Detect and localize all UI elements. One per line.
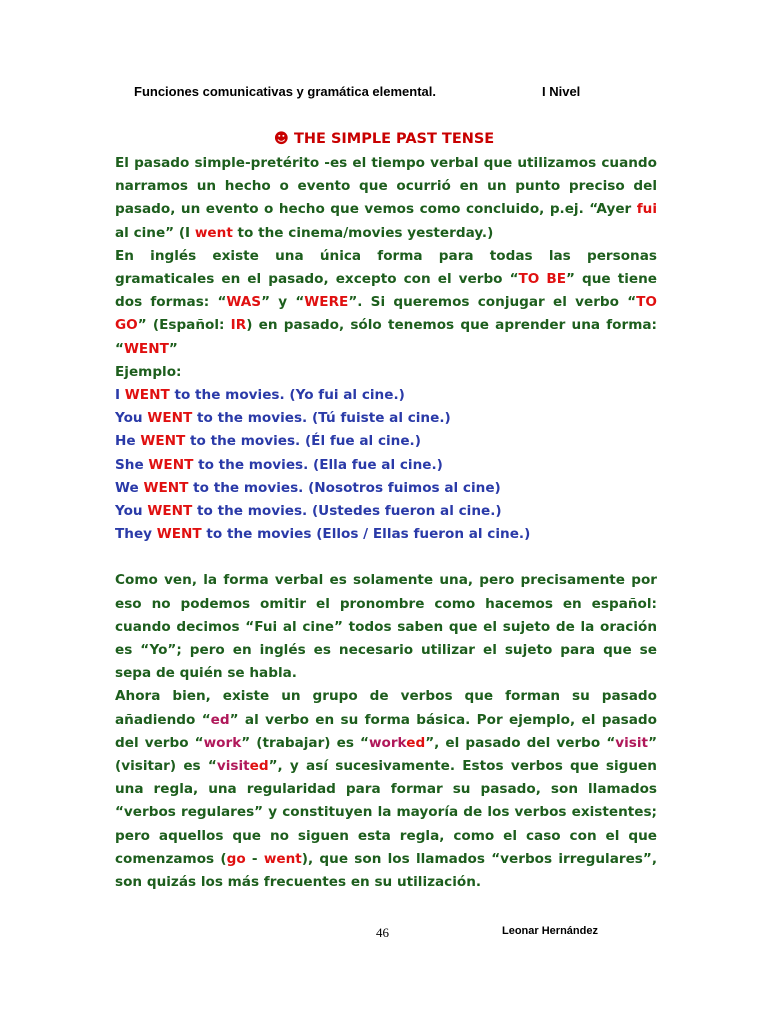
paragraph-intro [115, 152, 657, 245]
text-run: ” (trabajar) es “ [241, 734, 369, 751]
example-translation: to the movies. (Tú fuiste al cine.) [192, 410, 451, 427]
highlight-suffix: ed [249, 758, 269, 775]
page-number: 46 [376, 925, 389, 940]
example-translation: to the movies. (Ustedes fueron al cine.) [192, 503, 502, 520]
highlight-word: fui [636, 201, 657, 218]
example-pronoun: He [115, 433, 141, 450]
text-run: En inglés existe una única forma para todas las personas gramaticales en el pasado, excepto con el verbo “ [115, 247, 657, 288]
example-translation: to the movies (Ellos / Ellas fueron al cine.) [201, 526, 531, 543]
highlight-word: visit [216, 758, 250, 775]
text-run: ) en pasado, sólo tenemos que aprender una forma: “ [115, 317, 657, 357]
highlight-word: WENT [123, 340, 169, 357]
text-run: ”. Si queremos conjugar el verbo “ [348, 294, 637, 311]
highlight-word: TO BE [518, 271, 567, 288]
paragraph-regular-verbs [115, 685, 657, 894]
highlight-suffix: ed [406, 734, 426, 751]
text-run: Ahora bien, existe un grupo de verbos que forman su pasado añadiendo “ [115, 688, 657, 728]
highlight-word: WAS [226, 294, 262, 311]
highlight-word: go [226, 850, 246, 867]
highlight-word: work [368, 734, 407, 751]
paragraph-pronoun: Como ven, la forma verbal es solamente una, pero precisamente por eso no podemos omitir el pronombre como hacemos en español: cuando decimos “Fui al cine” todos saben que el sujeto de la oración es “Yo”; pero en inglés es necesario utilizar el sujeto para que se sepa de quién se habla. [115, 572, 657, 682]
highlight-word: IR [230, 317, 247, 334]
example-verb: WENT [143, 479, 189, 496]
example-verb: WENT [148, 456, 194, 473]
examples-list [115, 384, 657, 546]
example-translation: to the movies. (Él fue al cine.) [185, 433, 421, 450]
example-row [115, 523, 657, 546]
text-run: ”, y así sucesivamente. Estos verbos que siguen una regla, una regularidad para formar su pasado, son llamados “verbos regulares” y constituyen la mayoría de los verbos existentes; pero aquellos que no siguen esta regla, como el caso con el que comenzamos ( [115, 758, 657, 867]
header-level: I Nivel [542, 84, 581, 99]
example-verb: WENT [156, 526, 202, 543]
example-pronoun: I [115, 387, 125, 404]
text-run: ), que son los llamados “verbos irregulares”, son quizás los más frecuentes en su utilización. [115, 850, 657, 891]
text-run: - [245, 850, 264, 867]
text-run: ” (visitar) es “ [115, 734, 657, 775]
example-row [115, 407, 657, 430]
example-verb: WENT [140, 433, 186, 450]
footer-author: Leonar Hernández [502, 925, 598, 937]
example-verb: WENT [124, 387, 170, 404]
section-title-text: THE SIMPLE PAST TENSE [293, 131, 495, 147]
example-row [115, 384, 657, 407]
example-verb: WENT [147, 503, 193, 520]
text-run: ” y “ [261, 294, 305, 311]
highlight-word: went [263, 850, 302, 867]
text-run: al cine” (I [115, 224, 195, 241]
smiley-icon: ☻ [273, 131, 289, 147]
example-row [115, 454, 657, 477]
example-translation: to the movies. (Yo fui al cine.) [169, 387, 405, 404]
example-translation: to the movies. (Ella fue al cine.) [193, 456, 443, 473]
text-run: ” al verbo en su forma básica. Por ejemplo, el pasado del verbo “ [115, 711, 657, 751]
text-run: to the cinema/movies yesterday.) [232, 224, 494, 241]
example-row [115, 477, 657, 500]
header-course-title: Funciones comunicativas y gramática elemental. [134, 84, 437, 99]
example-verb: WENT [147, 410, 193, 427]
example-pronoun: You [115, 410, 148, 427]
section-title [0, 131, 768, 147]
highlight-word: went [194, 224, 233, 241]
example-pronoun: They [115, 526, 157, 543]
highlight-word: ed [210, 711, 230, 728]
examples-label: Ejemplo: [115, 363, 182, 380]
highlight-word: TO GO [115, 294, 657, 334]
text-run: ” [168, 340, 178, 357]
text-run: El pasado simple-pretérito -es el tiempo verbal que utilizamos cuando narramos un hecho o evento que ocurrió en un punto preciso del pasado, un evento o hecho que vemos como concluido, p.ej. “Ayer [115, 155, 657, 218]
example-translation: to the movies. (Nosotros fuimos al cine) [188, 479, 501, 496]
example-pronoun: We [115, 479, 144, 496]
example-row [115, 430, 657, 453]
text-run: ”, el pasado del verbo “ [425, 734, 616, 751]
paragraph-forms [115, 245, 657, 361]
highlight-word: WERE [304, 294, 349, 311]
text-run: ” (Español: [137, 317, 231, 334]
example-pronoun: She [115, 456, 149, 473]
text-run: ” que tiene dos formas: “ [115, 271, 657, 311]
document-body [115, 152, 657, 894]
highlight-word: visit [615, 734, 649, 751]
highlight-word: work [203, 734, 242, 751]
example-pronoun: You [115, 503, 148, 520]
paragraph-gap [115, 546, 657, 569]
example-row [115, 500, 657, 523]
